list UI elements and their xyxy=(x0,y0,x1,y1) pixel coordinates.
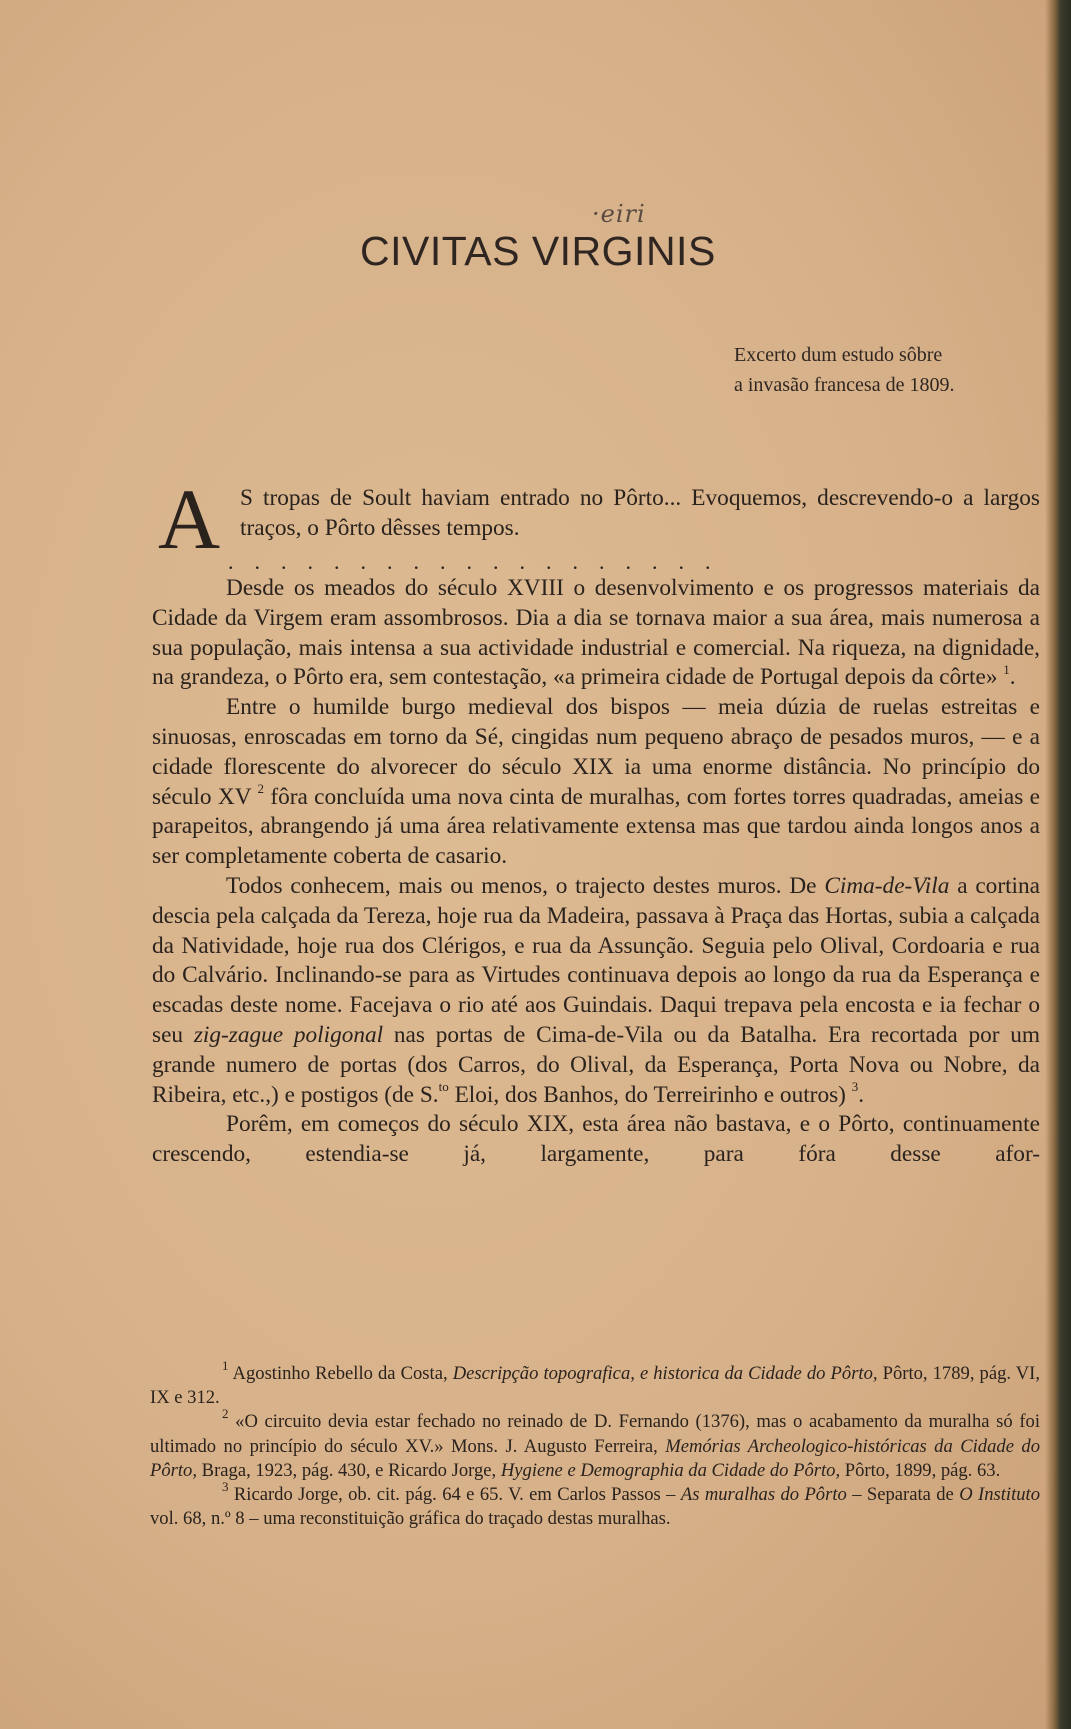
footnote-ref-3: 3 xyxy=(851,1078,859,1094)
ellipsis-row: ................... xyxy=(228,550,732,574)
footnote-1: $^1$ Agostinho Rebello da Costa, Descripção topografica, e historica da Cidade do Pôrto, Pôrto, 1789, pág. VI, IX e 312. xyxy=(150,1357,1041,1409)
footnote-3: $^3$ Ricardo Jorge, ob. cit. pág. 64 e 65. V. em Carlos Passos – As muralhas do Pôrto – Separata de O Instituto vol. 68, n.º 8 – uma reconstituição gráfica do traçado destas muralhas. xyxy=(150,1478,1040,1530)
drop-cap: A xyxy=(158,471,221,567)
footnotes xyxy=(150,1357,1041,1531)
italic-cima-de-vila: Cima-de-Vila xyxy=(824,872,950,899)
subtitle-line-1: Excerto dum estudo sôbre xyxy=(734,344,943,366)
page-title: CIVITAS VIRGINIS xyxy=(360,228,716,274)
subtitle-line-2: a invasão francesa de 1809. xyxy=(734,374,955,396)
italic-zig-zague: zig-zague poligonal xyxy=(193,1021,384,1048)
paragraph-2: Entre o humilde burgo medieval dos bispos — meia dúzia de ruelas estreitas e sinuosas, enroscadas em torno da Sé, cingidas num pequeno abraço de pesados muros, — e a cidade florescente do alvorecer do século XIX ia uma enorme distância. No princípio do século XV $^2$ fôra concluída uma nova cinta de muralhas, com fortes torres quadradas, ameias e parapeitos, abrangendo já uma área relativamente extensa mas que tardou ainda longos anos a ser completamente coberta de casario. xyxy=(152,694,1040,870)
handwritten-note: ·eiri xyxy=(592,200,646,228)
footnote-ref-2: 2 xyxy=(257,780,264,796)
paragraph-3: Todos conhecem, mais ou menos, o trajecto destes muros. De Cima-de-Vila a cortina descia pela calçada da Tereza, hoje rua da Madeira, passava à Praça das Hortas, subia a calçada da Natividade, hoje rua dos Clérigos, e rua da Assunção. Seguia pelo Olival, Cordoaria e rua do Calvário. Inclinando-se para as Virtudes continuava depois ao longo da rua da Esperança e escadas deste nome. Facejava o rio até aos Guindais. Daqui trepava pela encosta e ia fechar o seu zig-zague poligonal nas portas de Cima-de-Vila ou da Batalha. Era recortada por um grande numero de portas (dos Carros, do Olival, da Esperança, Porta Nova ou Nobre, da Ribeira, etc.,) e postigos (de S.$^{to}$ Eloi, dos Banhos, do Terreirinho e outros) $^3$. xyxy=(152,872,1041,1108)
opening-text: S tropas de Soult haviam entrado no Pôrto... Evoquemos, descrevendo-o a largos traços, o Pôrto dêsses tempos. xyxy=(240,485,1040,541)
body-text xyxy=(152,471,1041,1170)
paragraph-4: Porêm, em começos do século XIX, esta área não bastava, e o Pôrto, continuamente crescendo, estendia-se já, largamente, para fóra desse afor- xyxy=(152,1111,1040,1168)
paragraph-1: Desde os meados do século XVIII o desenvolvimento e os progressos materiais da Cidade da Virgem eram assombrosos. Dia a dia se tornava maior a sua área, mais numerosa a sua população, mais intensa a sua actividade industrial e comercial. Na riqueza, na dignidade, na grandeza, o Pôrto era, sem contestação, «a primeira cidade de Portugal depois da côrte» $^1$. xyxy=(152,575,1040,691)
opening-paragraph xyxy=(152,471,1040,567)
footnote-ref-1: 1 xyxy=(1003,661,1010,677)
page-edge-shadow xyxy=(1045,0,1071,1729)
subtitle xyxy=(734,340,1034,400)
footnote-2: $^2$ «O circuito devia estar fechado no reinado de D. Fernando (1376), mas o acabamento da muralha só foi ultimado no princípio do século XV.» Mons. J. Augusto Ferreira, Memórias Archeologico-históricas da Cidade do Pôrto, Braga, 1923, pág. 430, e Ricardo Jorge, Hygiene e Demographia da Cidade do Pôrto, Pôrto, 1899, pág. 63. xyxy=(150,1406,1040,1481)
